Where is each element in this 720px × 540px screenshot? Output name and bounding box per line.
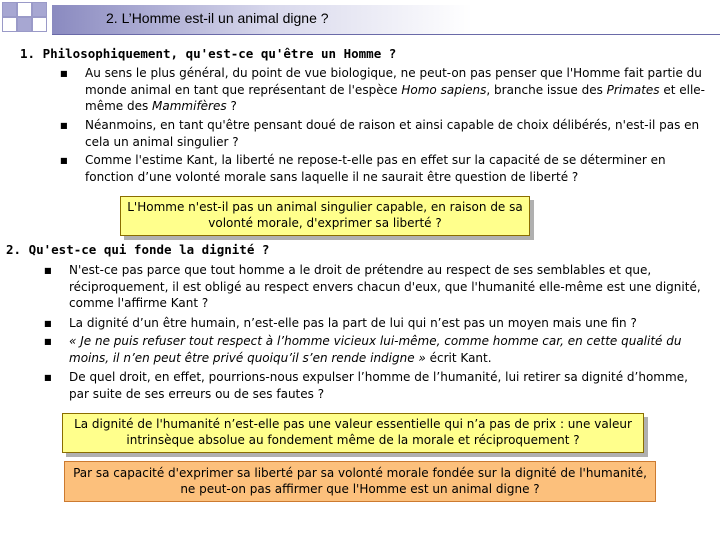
page-title: 2. L’Homme est-il un animal digne ? (106, 10, 329, 26)
section-1-summary-box: L'Homme n'est-il pas un animal singulier capable, en raison de sa volonté morale, d'exprimer sa liberté ? (120, 196, 530, 236)
bullet-icon: ■ (60, 156, 68, 165)
conclusion-box: Par sa capacité d'exprimer sa liberté par sa volonté morale fondée sur la dignité de l'humanité, ne peut-on pas affirmer que l'Homme est un animal digne ? (64, 461, 656, 502)
square-icon (32, 17, 47, 32)
section-1-item-3: Comme l'estime Kant, la liberté ne repose-t-elle pas en effet sur la capacité de se déterminer en fonction d’une volonté morale sans laquelle il ne saurait être question de liberté ? (85, 153, 666, 184)
bullet-icon: ■ (44, 319, 52, 328)
square-icon (17, 2, 32, 17)
section-2-item-1: N'est-ce pas parce que tout homme a le droit de prétendre au respect de ses semblables et que, réciproquement, il est obligé au respect envers chacun d'eux, que l'humanité elle-même est une dignité, comme l'affirme Kant ? (69, 263, 701, 310)
square-icon (32, 2, 47, 17)
bullet-icon: ■ (60, 121, 68, 130)
section-2-item-4: De quel droit, en effet, pourrions-nous expulser l’homme de l’humanité, lui retirer sa dignité d’homme, par suite de ses erreurs ou de ses fautes ? (69, 370, 688, 401)
bullet-icon: ■ (60, 69, 68, 78)
bullet-icon: ■ (44, 373, 52, 382)
section-2-item-2: La dignité d’un être humain, n’est-elle pas la part de lui qui n’est pas un moyen mais une fin ? (69, 316, 637, 330)
section-1-item-1: Au sens le plus général, du point de vue biologique, ne peut-on pas penser que l'Homme fait partie du monde animal en tant que représentant de l'espèce Homo sapiens, branche issue des Primates et elle-même des Mammifères ? (85, 66, 706, 113)
section-2-summary-box: La dignité de l'humanité n’est-elle pas une valeur essentielle qui n’a pas de prix : une valeur intrinsèque absolue au fondement même de la morale et réciproquement ? (62, 413, 644, 453)
section-1-heading: 1. Philosophiquement, qu'est-ce qu'être un Homme ? (20, 46, 397, 61)
section-2-heading: 2. Qu'est-ce qui fonde la dignité ? (6, 242, 270, 257)
section-1-item-2: Néanmoins, en tant qu'être pensant doué de raison et ainsi capable de choix délibérés, n'est-il pas en cela un animal singulier ? (85, 118, 700, 149)
square-icon (2, 17, 17, 32)
bullet-icon: ■ (44, 337, 52, 346)
square-icon (17, 17, 32, 32)
section-2-item-3: « Je ne puis refuser tout respect à l’homme vicieux lui-même, comme homme car, en cette qualité du moins, il n’en peut être privé quoiqu’il s’en rende indigne » écrit Kant. (69, 334, 682, 365)
square-icon (2, 2, 17, 17)
bullet-icon: ■ (44, 266, 52, 275)
